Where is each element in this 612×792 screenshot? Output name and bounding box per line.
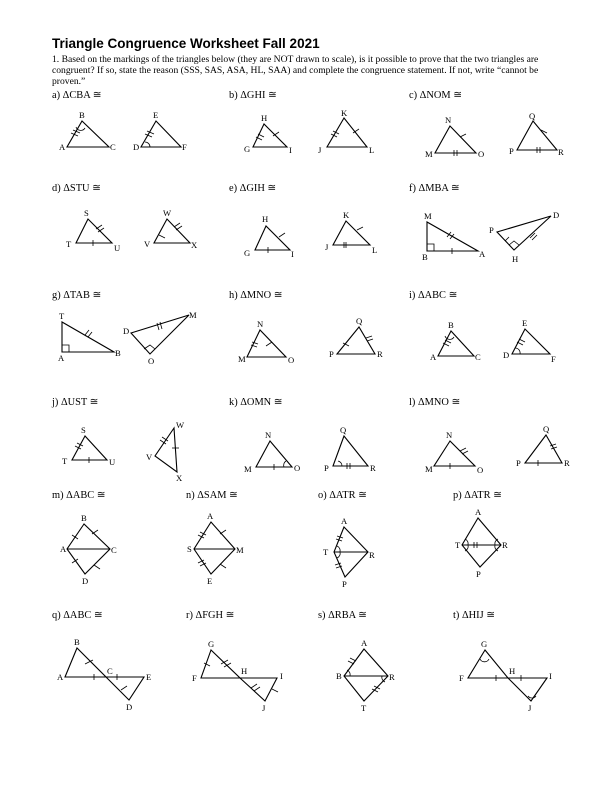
vertex-label: R: [558, 147, 564, 157]
vertex-label: B: [115, 348, 121, 358]
vertex-label: K: [341, 108, 348, 118]
vertex-label: T: [455, 540, 461, 550]
figure-m: [60, 513, 117, 586]
vertex-label: F: [192, 673, 197, 683]
problem-k-label: k) ΔOMN ≅: [229, 397, 283, 408]
vertex-label: R: [377, 349, 383, 359]
vertex-label: X: [176, 473, 183, 483]
vertex-label: T: [323, 547, 329, 557]
figure-l: [425, 424, 570, 475]
vertex-label: M: [425, 149, 433, 159]
vertex-label: A: [58, 353, 65, 363]
worksheet-title: Triangle Congruence Worksheet Fall 2021: [52, 36, 320, 51]
vertex-label: V: [146, 452, 153, 462]
vertex-label: F: [459, 673, 464, 683]
vertex-label: A: [207, 511, 214, 521]
vertex-label: J: [262, 703, 266, 713]
problem-n-label: n) ΔSAM ≅: [186, 490, 238, 501]
problem-d-label: d) ΔSTU ≅: [52, 183, 101, 194]
vertex-label: S: [81, 425, 86, 435]
vertex-label: P: [324, 463, 329, 473]
vertex-label: B: [81, 513, 87, 523]
instructions: 1. Based on the markings of the triangles below (they are NOT drawn to scale), is it possible to prove that the two triangles are congruent? If so, state the reason (SSS, SAS, ASA, HL, SAA) and complete the congruence statement. If not, write “cannot be proven.”: [52, 54, 539, 88]
vertex-label: P: [329, 349, 334, 359]
vertex-label: F: [182, 142, 187, 152]
vertex-label: A: [430, 352, 437, 362]
figure-e: [244, 210, 377, 259]
vertex-label: B: [336, 671, 342, 681]
vertex-label: Q: [356, 316, 363, 326]
vertex-label: G: [481, 639, 488, 649]
figure-i: [430, 318, 556, 364]
figure-b: [244, 108, 374, 155]
vertex-label: E: [146, 672, 152, 682]
vertex-label: M: [424, 211, 432, 221]
problem-f-label: f) ΔMBA ≅: [409, 183, 460, 194]
problem-m-label: m) ΔABC ≅: [52, 490, 106, 501]
vertex-label: N: [445, 115, 452, 125]
problem-h-label: h) ΔMNO ≅: [229, 290, 283, 301]
vertex-label: M: [238, 354, 246, 364]
vertex-label: A: [341, 516, 348, 526]
vertex-label: P: [509, 146, 514, 156]
vertex-label: D: [82, 576, 89, 586]
vertex-label: V: [144, 239, 151, 249]
vertex-label: O: [288, 355, 295, 365]
vertex-label: X: [191, 240, 198, 250]
vertex-label: D: [126, 702, 133, 712]
vertex-label: E: [522, 318, 528, 328]
vertex-label: D: [123, 326, 130, 336]
vertex-label: E: [207, 576, 213, 586]
problem-j-label: j) ΔUST ≅: [52, 397, 99, 408]
vertex-label: G: [208, 639, 215, 649]
vertex-label: M: [244, 464, 252, 474]
vertex-label: B: [422, 252, 428, 262]
vertex-label: B: [74, 637, 80, 647]
vertex-label: O: [478, 149, 485, 159]
figure-p: [455, 507, 508, 579]
vertex-label: R: [564, 458, 570, 468]
vertex-label: U: [114, 243, 121, 253]
vertex-label: T: [59, 311, 65, 321]
vertex-label: W: [163, 208, 172, 218]
problem-t-label: t) ΔHIJ ≅: [453, 610, 495, 621]
vertex-label: N: [265, 430, 272, 440]
problem-b-label: b) ΔGHI ≅: [229, 90, 277, 101]
problem-r-label: r) ΔFGH ≅: [186, 610, 235, 621]
vertex-label: D: [133, 142, 140, 152]
vertex-label: O: [477, 465, 484, 475]
vertex-label: Q: [529, 111, 536, 121]
figure-s: [336, 638, 395, 713]
problem-e-label: e) ΔGIH ≅: [229, 183, 277, 194]
vertex-label: J: [528, 703, 532, 713]
vertex-label: K: [343, 210, 350, 220]
problem-g-label: g) ΔTAB ≅: [52, 290, 102, 301]
problem-c-label: c) ΔNOM ≅: [409, 90, 462, 101]
figure-d: [66, 208, 198, 253]
vertex-label: T: [62, 456, 68, 466]
figure-h: [238, 316, 383, 365]
vertex-label: A: [475, 507, 482, 517]
vertex-label: M: [236, 545, 244, 555]
vertex-label: H: [509, 666, 516, 676]
vertex-label: I: [291, 249, 294, 259]
vertex-label: C: [111, 545, 117, 555]
vertex-label: P: [516, 458, 521, 468]
problem-l-label: l) ΔMNO ≅: [409, 397, 461, 408]
vertex-label: S: [187, 544, 192, 554]
vertex-label: R: [389, 672, 395, 682]
vertex-label: L: [372, 245, 378, 255]
figure-k: [244, 425, 376, 474]
vertex-label: I: [280, 671, 283, 681]
problem-i-label: i) ΔABC ≅: [409, 290, 458, 301]
vertex-label: A: [59, 142, 66, 152]
vertex-label: R: [369, 550, 375, 560]
vertex-label: C: [107, 666, 113, 676]
vertex-label: I: [289, 145, 292, 155]
problem-q-label: q) ΔABC ≅: [52, 610, 103, 621]
vertex-label: G: [244, 248, 251, 258]
figure-t: [459, 639, 552, 713]
vertex-label: R: [370, 463, 376, 473]
vertex-label: M: [189, 310, 197, 320]
vertex-label: Q: [543, 424, 550, 434]
problem-o-label: o) ΔATR ≅: [318, 490, 367, 501]
vertex-label: A: [60, 544, 67, 554]
vertex-label: N: [446, 430, 453, 440]
vertex-label: E: [153, 110, 159, 120]
vertex-label: F: [551, 354, 556, 364]
vertex-label: A: [361, 638, 368, 648]
problem-s-label: s) ΔRBA ≅: [318, 610, 367, 621]
figure-j: [62, 420, 185, 483]
vertex-label: U: [109, 457, 116, 467]
vertex-label: C: [475, 352, 481, 362]
vertex-label: P: [489, 225, 494, 235]
figure-o: [323, 516, 375, 589]
problem-p-label: p) ΔATR ≅: [453, 490, 502, 501]
vertex-label: T: [66, 239, 72, 249]
figure-a: [59, 110, 187, 152]
vertex-label: H: [261, 113, 268, 123]
vertex-label: H: [512, 254, 519, 264]
figure-r: [192, 639, 283, 713]
figure-n: [187, 511, 244, 586]
figure-g: [58, 310, 197, 366]
vertex-label: S: [84, 208, 89, 218]
vertex-label: Q: [340, 425, 347, 435]
figure-c: [425, 111, 564, 159]
vertex-label: B: [448, 320, 454, 330]
vertex-label: T: [361, 703, 367, 713]
vertex-label: H: [262, 214, 269, 224]
vertex-label: A: [479, 249, 486, 259]
vertex-label: M: [425, 464, 433, 474]
problem-a-label: a) ΔCBA ≅: [52, 90, 102, 101]
vertex-label: L: [369, 145, 375, 155]
figure-q: [57, 637, 151, 712]
figure-f: [422, 210, 559, 264]
vertex-label: B: [79, 110, 85, 120]
vertex-label: H: [241, 666, 248, 676]
vertex-label: O: [294, 463, 301, 473]
vertex-label: O: [148, 356, 155, 366]
vertex-label: G: [244, 144, 251, 154]
vertex-label: N: [257, 319, 264, 329]
vertex-label: W: [176, 420, 185, 430]
vertex-label: D: [503, 350, 510, 360]
vertex-label: J: [325, 242, 329, 252]
vertex-label: J: [318, 145, 322, 155]
vertex-label: P: [476, 569, 481, 579]
vertex-label: A: [57, 672, 64, 682]
vertex-label: C: [110, 142, 116, 152]
vertex-label: I: [549, 671, 552, 681]
vertex-label: P: [342, 579, 347, 589]
vertex-label: R: [502, 540, 508, 550]
vertex-label: D: [553, 210, 560, 220]
